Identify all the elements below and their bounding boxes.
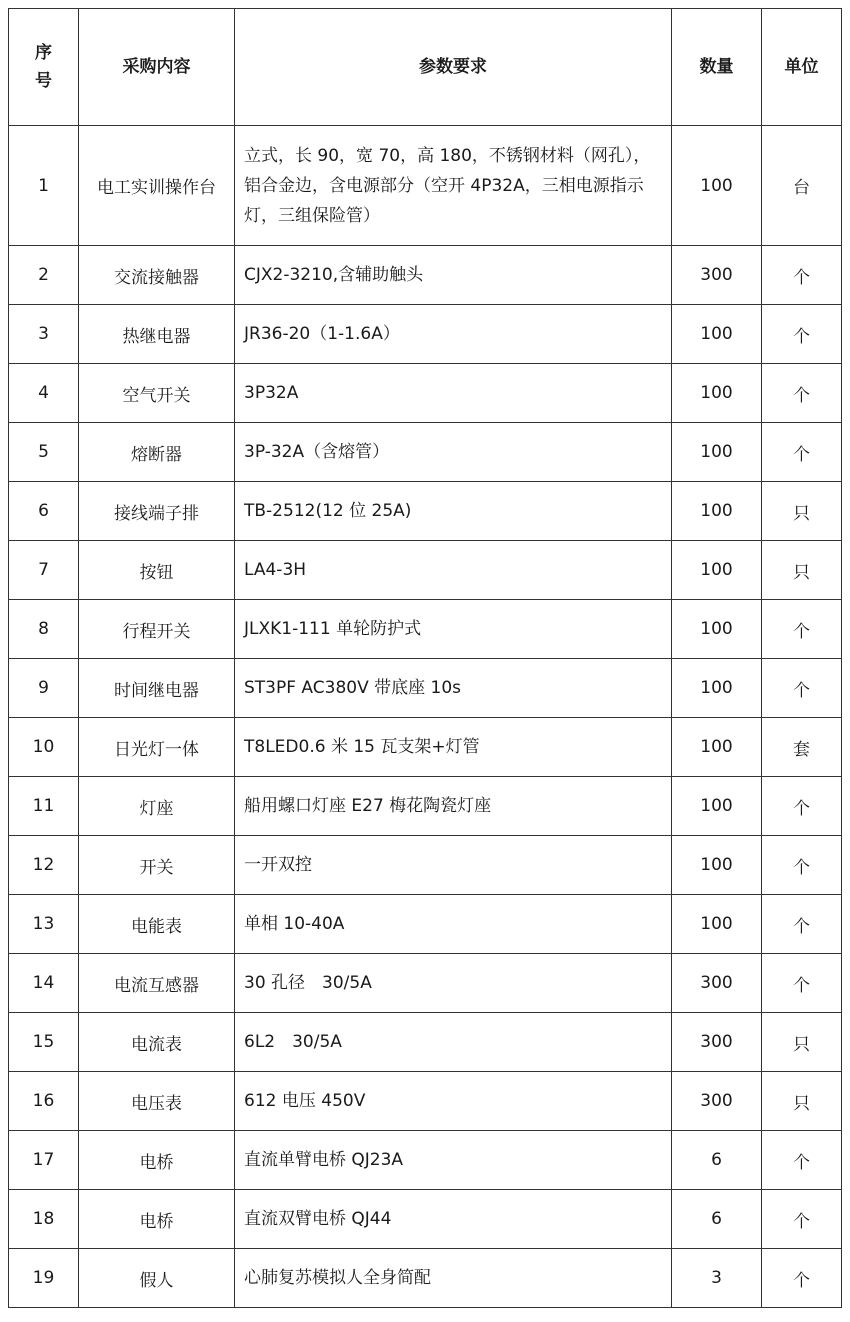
row-quantity: 100 xyxy=(672,423,762,482)
row-unit: 台 xyxy=(762,126,842,246)
row-spec: 直流双臂电桥 QJ44 xyxy=(235,1190,672,1249)
table-row xyxy=(9,305,842,364)
row-spec: JR36-20（1-1.6A） xyxy=(235,305,672,364)
table-row xyxy=(9,1013,842,1072)
row-item-name: 时间继电器 xyxy=(79,659,235,718)
row-number: 8 xyxy=(9,600,79,659)
row-quantity: 300 xyxy=(672,1013,762,1072)
row-unit: 个 xyxy=(762,954,842,1013)
row-spec: 3P32A xyxy=(235,364,672,423)
row-unit: 只 xyxy=(762,1072,842,1131)
row-quantity: 100 xyxy=(672,541,762,600)
row-item-name: 电流表 xyxy=(79,1013,235,1072)
row-quantity: 100 xyxy=(672,482,762,541)
header-spec: 参数要求 xyxy=(235,9,672,126)
row-number: 2 xyxy=(9,246,79,305)
row-quantity: 100 xyxy=(672,659,762,718)
row-number: 11 xyxy=(9,777,79,836)
row-unit: 套 xyxy=(762,718,842,777)
row-unit: 个 xyxy=(762,305,842,364)
row-quantity: 100 xyxy=(672,777,762,836)
procurement-table xyxy=(8,8,842,1308)
row-number: 5 xyxy=(9,423,79,482)
row-item-name: 电流互感器 xyxy=(79,954,235,1013)
row-spec: 船用螺口灯座 E27 梅花陶瓷灯座 xyxy=(235,777,672,836)
row-quantity: 100 xyxy=(672,364,762,423)
row-number: 9 xyxy=(9,659,79,718)
row-item-name: 电桥 xyxy=(79,1131,235,1190)
row-unit: 个 xyxy=(762,246,842,305)
table-row xyxy=(9,1131,842,1190)
row-item-name: 灯座 xyxy=(79,777,235,836)
row-spec: 立式，长 90，宽 70，高 180，不锈钢材料（网孔），铝合金边，含电源部分（空开 4P32A，三相电源指示灯，三组保险管） xyxy=(235,126,672,246)
table-row xyxy=(9,718,842,777)
row-unit: 个 xyxy=(762,364,842,423)
row-item-name: 空气开关 xyxy=(79,364,235,423)
row-item-name: 电能表 xyxy=(79,895,235,954)
row-spec: 6L2 30/5A xyxy=(235,1013,672,1072)
table-row xyxy=(9,777,842,836)
row-number: 1 xyxy=(9,126,79,246)
row-spec: 一开双控 xyxy=(235,836,672,895)
row-item-name: 交流接触器 xyxy=(79,246,235,305)
row-item-name: 电桥 xyxy=(79,1190,235,1249)
row-unit: 个 xyxy=(762,600,842,659)
row-unit: 只 xyxy=(762,541,842,600)
row-number: 10 xyxy=(9,718,79,777)
row-unit: 个 xyxy=(762,1131,842,1190)
row-spec: 3P-32A（含熔管） xyxy=(235,423,672,482)
row-quantity: 100 xyxy=(672,305,762,364)
row-spec: 直流单臂电桥 QJ23A xyxy=(235,1131,672,1190)
row-number: 3 xyxy=(9,305,79,364)
row-quantity: 300 xyxy=(672,1072,762,1131)
row-unit: 个 xyxy=(762,1190,842,1249)
row-unit: 个 xyxy=(762,1249,842,1308)
table-row xyxy=(9,541,842,600)
table-row xyxy=(9,600,842,659)
row-unit: 只 xyxy=(762,482,842,541)
row-number: 13 xyxy=(9,895,79,954)
row-quantity: 6 xyxy=(672,1131,762,1190)
row-spec: 心肺复苏模拟人全身简配 xyxy=(235,1249,672,1308)
row-spec: 单相 10-40A xyxy=(235,895,672,954)
row-unit: 个 xyxy=(762,836,842,895)
table-row xyxy=(9,482,842,541)
row-spec: T8LED0.6 米 15 瓦支架+灯管 xyxy=(235,718,672,777)
table-row xyxy=(9,126,842,246)
row-quantity: 100 xyxy=(672,600,762,659)
table-row xyxy=(9,895,842,954)
header-seq-line1: 序 xyxy=(35,43,52,63)
table-row xyxy=(9,659,842,718)
table-row xyxy=(9,364,842,423)
row-number: 12 xyxy=(9,836,79,895)
row-spec: LA4-3H xyxy=(235,541,672,600)
row-spec: 30 孔径 30/5A xyxy=(235,954,672,1013)
table-row xyxy=(9,246,842,305)
row-item-name: 假人 xyxy=(79,1249,235,1308)
header-row xyxy=(9,9,842,126)
row-quantity: 100 xyxy=(672,126,762,246)
row-quantity: 100 xyxy=(672,895,762,954)
row-item-name: 行程开关 xyxy=(79,600,235,659)
table-row xyxy=(9,1072,842,1131)
row-quantity: 3 xyxy=(672,1249,762,1308)
row-spec: CJX2-3210,含辅助触头 xyxy=(235,246,672,305)
row-item-name: 接线端子排 xyxy=(79,482,235,541)
row-number: 19 xyxy=(9,1249,79,1308)
row-number: 7 xyxy=(9,541,79,600)
row-unit: 个 xyxy=(762,423,842,482)
header-name: 采购内容 xyxy=(79,9,235,126)
row-number: 14 xyxy=(9,954,79,1013)
row-unit: 个 xyxy=(762,659,842,718)
row-item-name: 按钮 xyxy=(79,541,235,600)
row-spec: 612 电压 450V xyxy=(235,1072,672,1131)
row-quantity: 100 xyxy=(672,718,762,777)
row-number: 4 xyxy=(9,364,79,423)
row-number: 6 xyxy=(9,482,79,541)
row-number: 15 xyxy=(9,1013,79,1072)
row-spec: JLXK1-111 单轮防护式 xyxy=(235,600,672,659)
row-number: 16 xyxy=(9,1072,79,1131)
table-row xyxy=(9,836,842,895)
row-item-name: 开关 xyxy=(79,836,235,895)
header-qty: 数量 xyxy=(672,9,762,126)
table-row xyxy=(9,1249,842,1308)
row-quantity: 300 xyxy=(672,246,762,305)
row-item-name: 电工实训操作台 xyxy=(79,126,235,246)
row-quantity: 300 xyxy=(672,954,762,1013)
header-unit: 单位 xyxy=(762,9,842,126)
row-unit: 只 xyxy=(762,1013,842,1072)
table-row xyxy=(9,954,842,1013)
row-item-name: 热继电器 xyxy=(79,305,235,364)
row-unit: 个 xyxy=(762,895,842,954)
row-quantity: 6 xyxy=(672,1190,762,1249)
table-row xyxy=(9,1190,842,1249)
row-item-name: 熔断器 xyxy=(79,423,235,482)
row-unit: 个 xyxy=(762,777,842,836)
row-item-name: 电压表 xyxy=(79,1072,235,1131)
table-row xyxy=(9,423,842,482)
row-number: 17 xyxy=(9,1131,79,1190)
row-spec: TB-2512(12 位 25A) xyxy=(235,482,672,541)
header-seq-line2: 号 xyxy=(35,71,52,91)
row-spec: ST3PF AC380V 带底座 10s xyxy=(235,659,672,718)
row-item-name: 日光灯一体 xyxy=(79,718,235,777)
header-seq xyxy=(9,9,79,126)
row-number: 18 xyxy=(9,1190,79,1249)
row-quantity: 100 xyxy=(672,836,762,895)
